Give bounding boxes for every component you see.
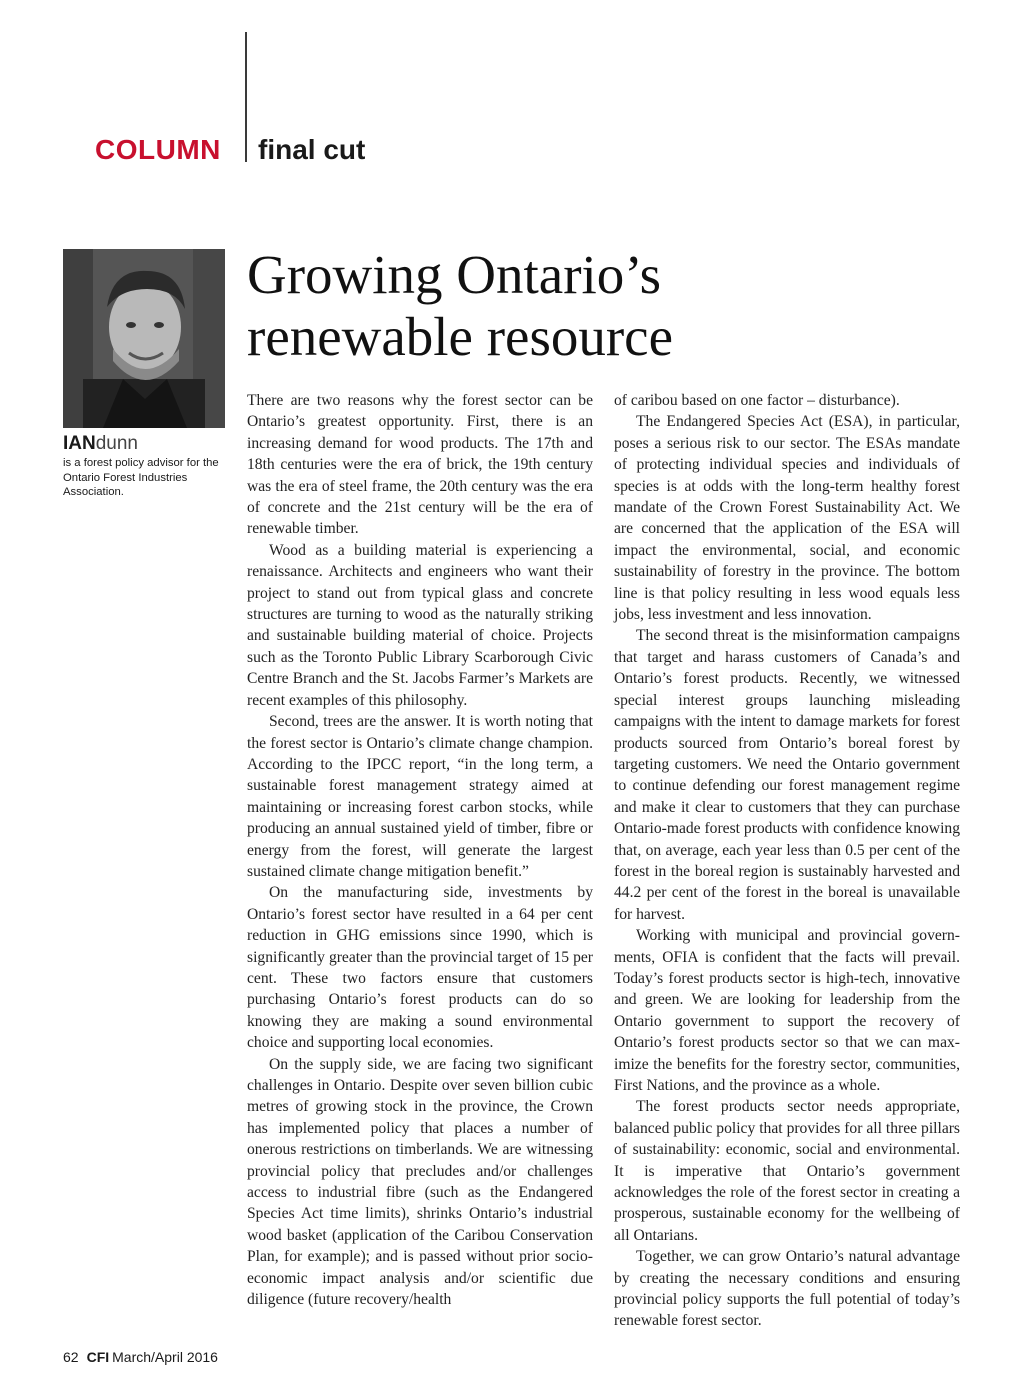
article-title: [247, 244, 947, 368]
article-title-line-2: renewable resource: [247, 306, 673, 367]
header-divider: [245, 32, 247, 162]
author-description: is a forest policy advisor for the Ontario Forest Industries Association.: [63, 457, 219, 498]
paragraph: On the supply side, we are facing two significant challenges in Ontario. Despite over seven billion cubic metres of growing stock in the province, the Crown has implemented policy that places a number of onerous restrictions on timberlands. We are witnessing provincial policy that precludes and/or challenges access to industrial fibre (such as the Endangered Species Act time limits), shrinks Ontario’s industrial wood basket (application of the Caribou Conservation Plan, for example); and is passed without prior socio-economic impact analysis and/or scientific due diligence (future recovery/health: [247, 1055, 593, 1309]
page-footer: [63, 1349, 218, 1365]
paragraph: The second threat is the misinformation campaigns that target and harass customers of Canada’s and Ontario’s forest products. Recently, we witnessed special interest groups launching misleading campaigns with the intent to damage markets for forest products sourced from Ontario’s boreal forest by targeting customers. We need the Ontario government to continue defending our forest management regime and make it clear to customers that they can purchase Ontario-made forest products with confidence knowing that, on average, each year less than 0.5 per cent of the forest in the boreal region is sustainably harvested and 44.2 per cent of the forest in the boreal is unavailable for harvest.: [614, 627, 960, 923]
paragraph: On the manufacturing side, investments by Ontario’s forest sector have resulted in a 64 per cent reduction in GHG emissions since 1990, which is significantly greater than the provincial target of 15 per cent. These two factors ensure that customers purchasing Ontario’s forest products can do so knowing they are making a sound environmental choice and supporting local economies.: [247, 884, 593, 1052]
paragraph: Together, we can grow Ontario’s natural advantage by creating the necessary conditions and ensuring provincial policy supports the full potential of today’s renewable forest sector.: [614, 1248, 960, 1330]
paragraph: There are two reasons why the forest sector can be Ontario’s greatest opportunity. First, there is an increasing demand for wood products. The 17th and 18th centuries were the era of brick, the 19th century was the era of steel frame, the 20th century was the era of concrete and the 21st century will be the era of renewable timber.: [247, 392, 593, 538]
author-name: [63, 433, 238, 455]
author-first-name: IAN: [63, 433, 96, 454]
author-last-name: dunn: [95, 433, 139, 454]
paragraph: of caribou based on one factor – disturbance).: [614, 392, 900, 409]
paragraph: The Endangered Species Act (ESA), in particular, poses a serious risk to our sector. The ESAs mandate of protecting individual species and individuals of species is at odds with the long-term healthy forest mandate of the Crown Forest Sustainability Act. We are concerned that the application of the ESA will impact the environmental, social, and economic sustainability of forestry in the province. The bottom line is that policy resulting in less wood equals less jobs, less investment and less innovation.: [614, 413, 960, 624]
author-photo: [63, 249, 225, 428]
paragraph: Second, trees are the answer. It is worth noting that the forest sector is Ontario’s climate change champion. According to the IPCC report, “in the long term, a sustainable forest management strategy aimed at maintaining or increasing forest carbon stocks, while producing an annual sustained yield of timber, fibre or energy from the forest, will generate the largest sustained climate change mitigation benefit.”: [247, 713, 593, 880]
issue-date: March/April 2016: [112, 1349, 218, 1365]
article-title-line-1: Growing Ontario’s: [247, 244, 661, 305]
section-label: COLUMN: [95, 134, 221, 165]
paragraph: The forest products sector needs appropriate, balanced public policy that provides for all three pillars of sustainability: economic, social and environmental. It is imperative that Ontario’s government acknowledges the role of the forest sector in creating a prosperous, sustainable economy for the wellbeing of all Ontarians.: [614, 1098, 960, 1244]
paragraph: Wood as a building material is experiencing a renaissance. Architects and engineers who want their project to stand out from typical glass and concrete structures are turning to wood as the naturally striking and sustainable building material of choice. Projects such as the Toronto Public Library Scarborough Civic Centre Branch and the St. Jacobs Farmer’s Markets are recent examples of this philosophy.: [247, 541, 593, 709]
column-name: final cut: [258, 134, 366, 165]
paragraph: Working with municipal and provincial governments, OFIA is confident that the facts will prevail. Today’s forest products sector is high-tech, innovative and green. We are looking for leadership from the Ontario government to support the recovery of Ontario’s forest products sector so that we can maximize the benefits for the forestry sector, communities, First Nations, and the province as a whole.: [614, 927, 960, 1094]
magazine-name: CFI: [86, 1349, 110, 1365]
article-column-right: [614, 390, 960, 1332]
page-number: 62: [63, 1349, 79, 1365]
article-column-left: [247, 390, 593, 1310]
author-bio: [63, 433, 238, 500]
